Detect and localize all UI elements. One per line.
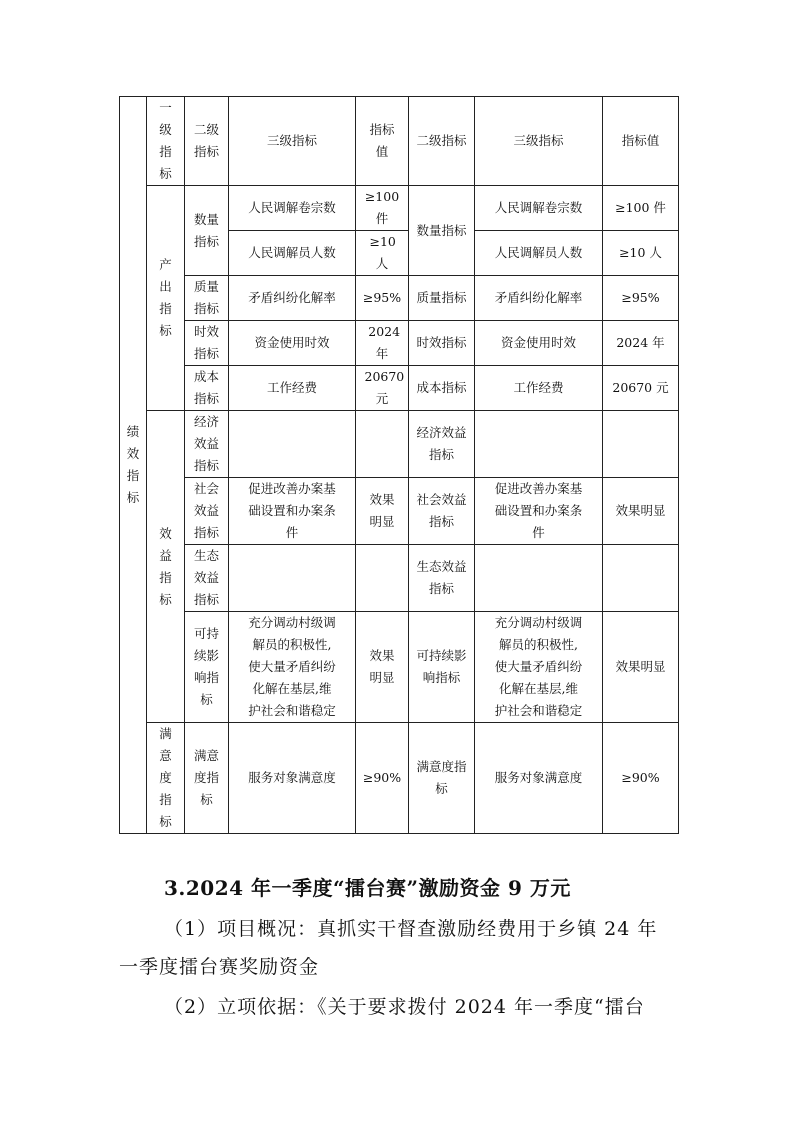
social-benefit-label-b: 社会效益指标 (409, 478, 475, 545)
social-benefit-l3: 促进改善办案基础设置和办案条件 (229, 478, 356, 545)
service-satisfaction-value: ≥90% (356, 723, 409, 834)
mediators-count-value-b: ≥10 人 (603, 231, 679, 276)
satisfaction-l2-b: 满意度指标 (409, 723, 475, 834)
work-expense-value-b: 20670 元 (603, 366, 679, 411)
fund-timeliness-label: 资金使用时效 (229, 321, 356, 366)
fund-timeliness-label-b: 资金使用时效 (475, 321, 603, 366)
quantity-indicator-label-b: 数量指标 (409, 186, 475, 276)
project-overview-line2: 一季度擂台赛奖励资金 (119, 956, 320, 978)
sustainable-impact-value-b: 效果明显 (603, 612, 679, 723)
social-benefit-value: 效果明显 (356, 478, 409, 545)
timeliness-indicator-label: 时效指标 (185, 321, 229, 366)
ecological-benefit-value (356, 545, 409, 612)
mediation-files-label-b: 人民调解卷宗数 (475, 186, 603, 231)
quantity-indicator-label: 数量指标 (185, 186, 229, 276)
dispute-resolution-rate-value: ≥95% (356, 276, 409, 321)
header-level2: 二级指标 (185, 97, 229, 186)
header-level2-b: 二级指标 (409, 97, 475, 186)
output-indicator-label: 产出指标 (147, 186, 185, 411)
mediation-files-label: 人民调解卷宗数 (229, 186, 356, 231)
service-satisfaction-label: 服务对象满意度 (229, 723, 356, 834)
service-satisfaction-label-b: 服务对象满意度 (475, 723, 603, 834)
mediators-count-value: ≥10人 (356, 231, 409, 276)
social-benefit-label: 社会效益指标 (185, 478, 229, 545)
header-level3: 三级指标 (229, 97, 356, 186)
economic-benefit-value (356, 411, 409, 478)
project-basis-line1: （2）立项依据：《关于要求拨付 2024 年一季度“擂台 (164, 996, 645, 1018)
ecological-benefit-l3 (229, 545, 356, 612)
dispute-resolution-rate-label-b: 矛盾纠纷化解率 (475, 276, 603, 321)
mediation-files-value: ≥100件 (356, 186, 409, 231)
ecological-benefit-label-b: 生态效益指标 (409, 545, 475, 612)
service-satisfaction-value-b: ≥90% (603, 723, 679, 834)
economic-benefit-label: 经济效益指标 (185, 411, 229, 478)
cost-indicator-label-b: 成本指标 (409, 366, 475, 411)
sustainable-impact-label: 可持续影响指标 (185, 612, 229, 723)
quality-indicator-label-b: 质量指标 (409, 276, 475, 321)
economic-benefit-label-b: 经济效益指标 (409, 411, 475, 478)
performance-indicator-table (119, 96, 679, 834)
project-overview-line1: （1）项目概况：真抓实干督查激励经费用于乡镇 24 年 (164, 918, 658, 940)
timeliness-indicator-label-b: 时效指标 (409, 321, 475, 366)
header-value: 指标值 (356, 97, 409, 186)
sustainable-impact-value: 效果明显 (356, 612, 409, 723)
satisfaction-indicator-label: 满意度指标 (147, 723, 185, 834)
ecological-benefit-l3-b (475, 545, 603, 612)
sustainable-impact-l3: 充分调动村级调解员的积极性,使大量矛盾纠纷化解在基层,维护社会和谐稳定 (229, 612, 356, 723)
economic-benefit-l3 (229, 411, 356, 478)
mediators-count-label-b: 人民调解员人数 (475, 231, 603, 276)
section-heading: 3.2024 年一季度“擂台赛”激励资金 9 万元 (164, 876, 571, 900)
ecological-benefit-label: 生态效益指标 (185, 545, 229, 612)
dispute-resolution-rate-value-b: ≥95% (603, 276, 679, 321)
mediators-count-label: 人民调解员人数 (229, 231, 356, 276)
fund-timeliness-value: 2024年 (356, 321, 409, 366)
sustainable-impact-l3-b: 充分调动村级调解员的积极性,使大量矛盾纠纷化解在基层,维护社会和谐稳定 (475, 612, 603, 723)
benefit-indicator-label: 效益指标 (147, 411, 185, 723)
social-benefit-l3-b: 促进改善办案基础设置和办案条件 (475, 478, 603, 545)
fund-timeliness-value-b: 2024 年 (603, 321, 679, 366)
economic-benefit-value-b (603, 411, 679, 478)
performance-indicator-label: 绩效指标 (120, 97, 147, 834)
header-level1: 一级指标 (147, 97, 185, 186)
work-expense-value: 20670元 (356, 366, 409, 411)
ecological-benefit-value-b (603, 545, 679, 612)
social-benefit-value-b: 效果明显 (603, 478, 679, 545)
work-expense-label-b: 工作经费 (475, 366, 603, 411)
economic-benefit-l3-b (475, 411, 603, 478)
quality-indicator-label: 质量指标 (185, 276, 229, 321)
work-expense-label: 工作经费 (229, 366, 356, 411)
sustainable-impact-label-b: 可持续影响指标 (409, 612, 475, 723)
header-level3-b: 三级指标 (475, 97, 603, 186)
header-value-b: 指标值 (603, 97, 679, 186)
mediation-files-value-b: ≥100 件 (603, 186, 679, 231)
cost-indicator-label: 成本指标 (185, 366, 229, 411)
satisfaction-l2: 满意度指标 (185, 723, 229, 834)
dispute-resolution-rate-label: 矛盾纠纷化解率 (229, 276, 356, 321)
